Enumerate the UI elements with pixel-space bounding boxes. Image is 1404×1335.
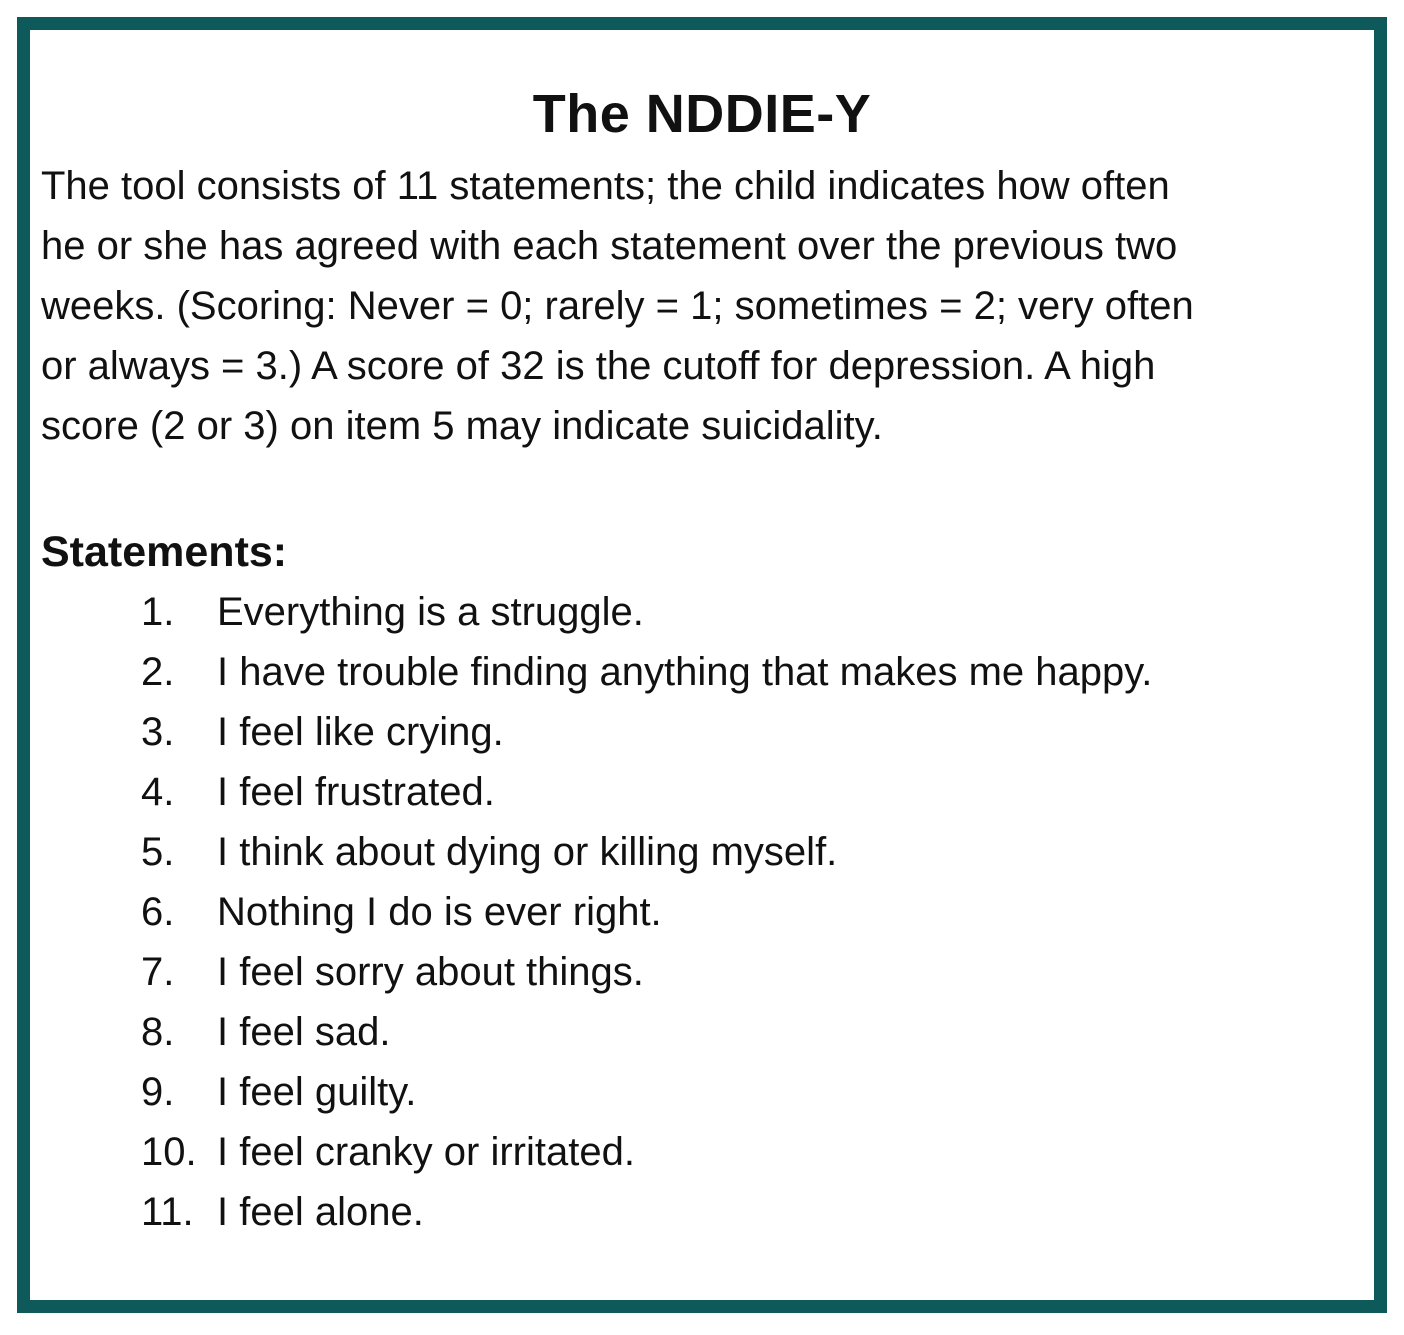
item-number: 2. bbox=[141, 650, 175, 694]
item-text: Nothing I do is ever right. bbox=[217, 890, 662, 934]
intro-line: The tool consists of 11 statements; the child indicates how often bbox=[41, 164, 1170, 208]
item-number: 1. bbox=[141, 590, 175, 634]
intro-line: he or she has agreed with each statement over the previous two bbox=[41, 224, 1178, 268]
item-text: I feel sad. bbox=[217, 1010, 391, 1054]
item-number: 6. bbox=[141, 890, 175, 934]
item-number: 8. bbox=[141, 1010, 175, 1054]
intro-line: or always = 3.) A score of 32 is the cutoff for depression. A high bbox=[41, 344, 1156, 388]
item-text: I think about dying or killing myself. bbox=[217, 830, 838, 874]
item-number: 7. bbox=[141, 950, 175, 994]
item-text: I feel sorry about things. bbox=[217, 950, 644, 994]
item-text: I feel cranky or irritated. bbox=[217, 1130, 635, 1174]
item-number: 11. bbox=[141, 1190, 194, 1234]
item-text: I feel guilty. bbox=[217, 1070, 417, 1114]
item-text: I feel alone. bbox=[217, 1190, 424, 1234]
intro-line: weeks. (Scoring: Never = 0; rarely = 1; sometimes = 2; very often bbox=[41, 284, 1194, 328]
item-number: 4. bbox=[141, 770, 175, 814]
item-number: 3. bbox=[141, 710, 175, 754]
intro-paragraph bbox=[41, 156, 1361, 456]
item-text: I feel frustrated. bbox=[217, 770, 495, 814]
item-number: 5. bbox=[141, 830, 175, 874]
item-text: I feel like crying. bbox=[217, 710, 504, 754]
bordered-panel bbox=[17, 17, 1387, 1313]
page-title: The NDDIE-Y bbox=[532, 84, 872, 144]
item-number: 10. bbox=[141, 1130, 197, 1174]
item-number: 9. bbox=[141, 1070, 175, 1114]
item-text: Everything is a struggle. bbox=[217, 590, 644, 634]
item-text: I have trouble finding anything that makes me happy. bbox=[217, 650, 1153, 694]
statements-heading: Statements: bbox=[41, 528, 288, 576]
intro-line: score (2 or 3) on item 5 may indicate suicidality. bbox=[41, 404, 883, 448]
